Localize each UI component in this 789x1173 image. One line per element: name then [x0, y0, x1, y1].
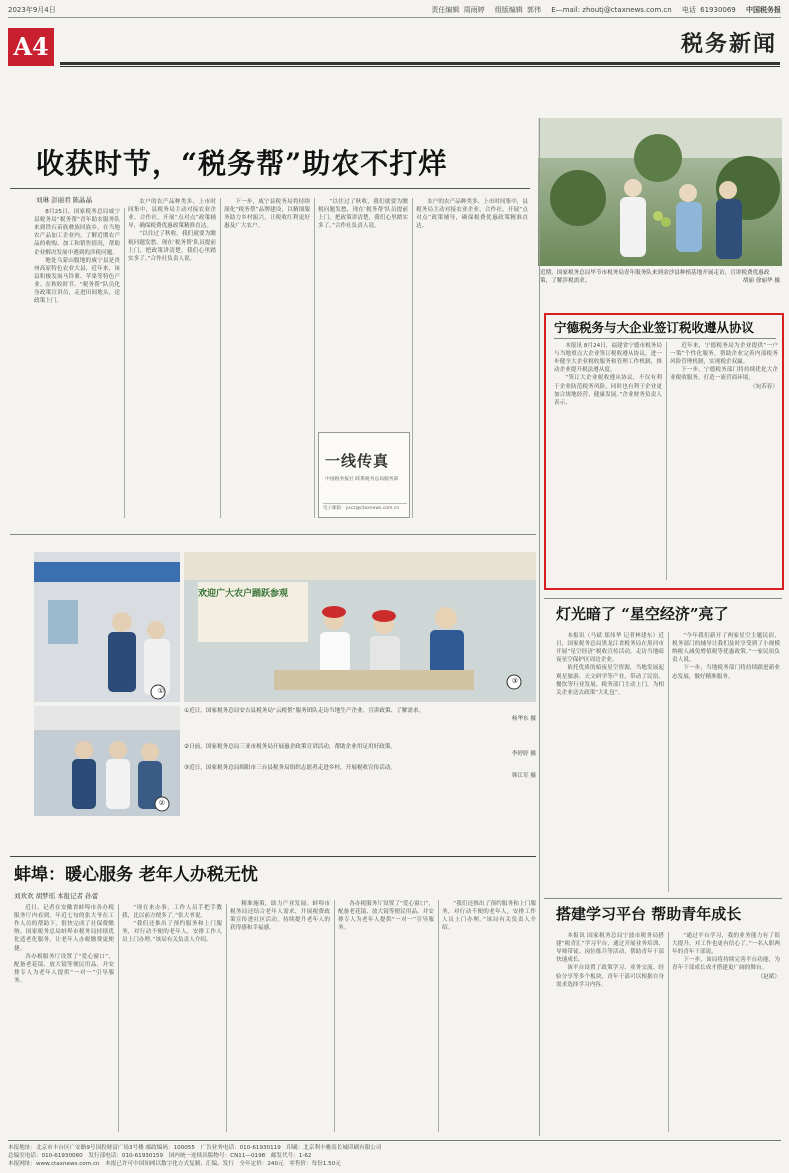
caption-2	[184, 744, 536, 760]
promo-title: 一线传真	[325, 452, 390, 470]
article4-col4	[338, 900, 434, 1134]
article3-para-d: 下一步，当地税务部门将持续跟进新业态发展，做好精准服务。	[672, 665, 780, 680]
article5-headline[interactable]: 搭建学习平台 帮助青年成长	[556, 905, 742, 923]
article5-para-c: “通过平台学习，我的业务能力有了很大提升，对工作也更有信心了。”一名入职两年的青年干部说。	[672, 933, 780, 956]
article1-para-d: “以往过了秋收，我们就要为缴税问题发愁，现在‘税务帮’队员提前上门，把政策讲清楚，我们心里踏实多了。”合作社负责人说。	[128, 231, 216, 262]
caption-2-text: ②日前，国家税务总局三亚市税务局开展惠企政策宣讲活动，帮助企业用足用好政策。	[184, 743, 396, 750]
photo-group-rule	[10, 534, 536, 535]
article4-col3	[230, 900, 330, 1134]
article2-col2	[670, 342, 778, 582]
farm-visit-caption-text: 近期，国家税务总局毕节市税务局青年服务队来到金沙县种植基地开展走访，宣讲税费优惠政策，了解涉税需求。	[540, 270, 770, 284]
caption-1	[184, 708, 536, 724]
article4-para-c: “现在来办事，工作人员手把手教我，比以前方便多了。”张大爷说。	[122, 905, 222, 920]
masthead-info	[423, 6, 781, 15]
article2-para-a: 本报讯 8月24日，福建省宁德市税务局与当地重点大企业签订税收遵从协议，进一步健全大企业税收服务和管理工作机制，推动企业提升税法遵从度。	[554, 343, 662, 374]
article2-para-d: 下一步，宁德税务部门将持续优化大企业税收服务，打造一流营商环境。	[670, 367, 778, 382]
article1-col5-text: 农户的农产品种类多、上市时间集中，县税务局主动对接农业企业、合作社，开展“点对点”政策辅导，确保税费优惠政策精准直达。	[416, 199, 528, 230]
article1-headline[interactable]: 收获时节，“税务帮”助农不打烊	[36, 147, 448, 180]
paper-name: 中国税务报	[746, 6, 781, 14]
layout-label: 组版编辑	[494, 6, 523, 14]
article4-col1	[14, 904, 114, 1134]
photo-marker-2: ②	[158, 798, 165, 807]
footer-line-1: 本报地址：北京市丰台区广安路9号国投财富广场3号楼 邮政编码：100055 广告业务电话：010-61930119 印刷：北京利丰雅高长城印刷有限公司	[8, 1145, 382, 1151]
article2-para-b: “签订大企业税收遵从协议，不仅有利于企业防范税务风险，同时也有利于企业更加合规地经营、健康发展。”企业财务负责人表示。	[554, 375, 662, 406]
section-rule-thin	[60, 66, 780, 67]
photo-marker-3: ③	[511, 676, 518, 685]
col-divider	[314, 198, 315, 518]
photo-group-captions	[184, 708, 536, 781]
article2-headline[interactable]: 宁德税务与大企业签订税收遵从协议	[554, 320, 755, 335]
footer-line-2: 总编室电话：010-61930060 发行部电话：010-61930159 国内统一连续出版物号：CN11—0198 邮发代号：1-62	[8, 1153, 312, 1159]
article1-col2	[128, 198, 216, 520]
farm-visit-caption	[540, 270, 780, 286]
article1-col3	[224, 198, 310, 520]
article1-col5	[416, 198, 528, 518]
article2-para-c: 近年来，宁德税务局为企业提供“一户一策”个性化服务，帮助企业完善内部税务风险管理机制，实现税企双赢。	[670, 343, 778, 366]
photo-children-event	[184, 552, 536, 702]
article3-para-b: 依托优质的暗夜星空资源，当地发展起观星旅游、天文研学等产业，带动了民宿、餐饮等行业发展。税务部门主动上门，为相关企业送去政策“大礼包”。	[556, 665, 664, 696]
article4-byline: 刘欢欢 胡梦瑶 本报记者 孙蕾	[14, 892, 99, 900]
col-divider	[118, 904, 119, 1132]
article3-para-c: “今年我们新开了两家星空主题民宿，税务部门的辅导让我们及时享受到了小规模纳税人减免增值税等优惠政策。”一家民宿负责人说。	[672, 633, 780, 664]
article5-para-a: 本报讯 国家税务总局宁波市税务局搭建“税青汇”学习平台，通过开展业务培训、导师带徒、岗位练兵等活动，帮助青年干部快速成长。	[556, 933, 664, 964]
article4-col5-text: “我们还推出了预约服务和上门服务，对行动不便的老年人，安排工作人员上门办理。”该局有关负责人介绍。	[442, 901, 536, 932]
article1-para-b: 地处乌蒙山腹地的威宁县是贵州高原特色农业大县，近年来，该县积极发展马铃薯、苹果等特色产业。在秋收时节，“税务帮”队员化身政策宣讲员，走进田间地头，送政策上门。	[34, 257, 120, 305]
col-divider	[668, 932, 669, 1132]
article5-top-rule	[544, 898, 782, 899]
article5-para-b: 该平台设置了政策学习、业务交流、经验分享等多个板块，青年干部可以根据自身需求选择学习内容。	[556, 965, 664, 988]
article2-rule	[554, 338, 776, 339]
col-divider	[226, 904, 227, 1132]
editor-label: 责任编辑	[431, 6, 460, 14]
article3-headline[interactable]: 灯光暗了 “星空经济”亮了	[556, 605, 729, 623]
article5-credit: （赵斌）	[757, 973, 780, 980]
caption-1-credit: 杨华东 摄	[511, 715, 536, 722]
caption-1-text: ①近日，国家税务总局安吉县税务局“云税帮”服务团队走访当地生产企业，宣讲政策、了解需求。	[184, 708, 425, 714]
article1-byline: 刘琳 彭丽君 陈晶晶	[36, 196, 93, 204]
page-number: A4	[8, 28, 54, 66]
article2-credit: （宛若春）	[750, 383, 778, 390]
col-divider	[124, 208, 125, 518]
event-banner: 欢迎广大农户踊跃参观	[198, 589, 289, 599]
footer-line-3: 本报网址：www.ctaxnews.com.cn 本报已许可中国知网以数字化方式复制、汇编、发行 全年定价：240元 零售价：每份1.50元	[8, 1161, 341, 1167]
caption-3-credit: 韩江军 摄	[511, 773, 536, 780]
issue-date: 2023年9月4日	[8, 6, 56, 14]
caption-3-text: ③近日，国家税务总局绵阳市三台县税务局组织志愿者走进乡村，开展税收宣传活动。	[184, 765, 396, 772]
promo-subtitle: 中国税务报社 联系税务总局服务部	[325, 477, 399, 482]
article4-para-a: 近日，记者在安徽省蚌埠市各办税服务厅内看到，年近七旬的张大爷在工作人员的帮助下，很快完成了社保费缴纳。国家税务总局蚌埠市税务局持续优化适老化服务，让老年人办税缴费更便捷。	[14, 905, 114, 952]
article4-top-rule	[10, 856, 536, 857]
article4-para-b: 各办税服务厅设置了“爱心窗口”，配备老花镜、放大镜等便民用品，并安排专人为老年人提供“一对一”引导服务。	[14, 953, 114, 984]
layout-name: 郭伟	[527, 6, 542, 14]
farm-visit-credit: 胡丽 徐丽华 摄	[742, 277, 780, 284]
col-divider	[668, 632, 669, 892]
col-divider	[220, 198, 221, 518]
main-column-divider	[539, 118, 540, 1136]
col-divider	[412, 198, 413, 518]
article4-para-e: 精准施策，助力产业发展。蚌埠市税务局还结合老年人需求，开展税费政策宣传进社区活动，持续提升老年人的获得感和幸福感。	[230, 901, 330, 932]
article4-para-d: “我们还推出了预约服务和上门服务，对行动不便的老年人，安排工作人员上门办理。”该局有关负责人介绍。	[122, 921, 222, 944]
editor-name: 周雨婷	[463, 6, 485, 14]
section-title: 税务新闻	[680, 31, 777, 57]
article1-para-c: 农户的农产品种类多、上市时间集中，县税务局主动对接农业企业、合作社，开展“点对点”政策辅导，确保税费优惠政策精准直达。	[128, 199, 216, 230]
masthead-bar	[8, 4, 781, 18]
article3-para-a: 本报讯（马斌 郑伟华 记者林建东）近日，国家税务总局黑龙江省税务局在黑河市开展“星空经济”税收宣传活动，走访当地暗夜星空保护区周边企业。	[556, 633, 664, 664]
page-footer	[8, 1140, 781, 1168]
phone-label: 电话	[681, 6, 696, 14]
photo-policy-talk	[34, 706, 180, 816]
article1-col4-text: “以往过了秋收，我们就要为缴税问题发愁，现在‘税务帮’队员提前上门，把政策讲清楚，我们心里踏实多了。”合作社负责人说。	[318, 199, 408, 230]
article4-col4-text: 各办税服务厅设置了“爱心窗口”，配备老花镜、放大镜等便民用品，并安排专人为老年人提供“一对一”引导服务。	[338, 901, 434, 932]
article5-col1	[556, 932, 664, 1134]
photo-enterprise-visit	[34, 552, 180, 702]
email-label: E—mail:	[551, 6, 581, 14]
photo-marker-1: ①	[157, 686, 164, 695]
article4-col5	[442, 900, 536, 1134]
caption-3	[184, 765, 536, 781]
email-address[interactable]: zhoutj@ctaxnews.com.cn	[582, 6, 672, 14]
article3-top-rule	[544, 598, 782, 599]
article5-para-d: 下一步，该局将持续完善平台功能，为青年干部成长成才搭建更广阔的舞台。	[672, 957, 780, 972]
promo-contact: 电子邮箱：yxcz@ctaxnews.com.cn	[323, 503, 407, 512]
article1-col1	[34, 208, 120, 520]
section-rule	[60, 62, 780, 65]
article4-headline[interactable]: 蚌埠：暖心服务 老年人办税无忧	[14, 865, 258, 885]
phone-number: 61930069	[700, 6, 736, 14]
article1-para-e: 下一步，威宁县税务局将持续深化“税务帮”品牌建设，以精细服务助力乡村振兴，让税收红利更好惠及广大农户。	[224, 199, 310, 230]
article3-col2	[672, 632, 780, 894]
article5-col2	[672, 932, 780, 1134]
caption-2-credit: 李婷婷 摄	[511, 751, 536, 758]
farm-visit-photo	[538, 118, 782, 266]
col-divider	[666, 342, 667, 580]
col-divider	[334, 900, 335, 1132]
article1-col4	[318, 198, 408, 428]
column-promo-box	[318, 432, 410, 518]
article2-col1	[554, 342, 662, 582]
article1-para-a: 8月25日，国家税务总局威宁县税务局“税务帮”青年助农服务队来到铁石苗族彝族回族乡，在当地农产品加工企业内，了解近期农产品的收购、加工和销售情况，帮助企业解决发展中遇到的涉税问题。	[34, 209, 120, 256]
article3-col1	[556, 632, 664, 894]
article4-col2	[122, 904, 222, 1134]
article1-rule	[10, 188, 530, 189]
col-divider	[438, 900, 439, 1132]
